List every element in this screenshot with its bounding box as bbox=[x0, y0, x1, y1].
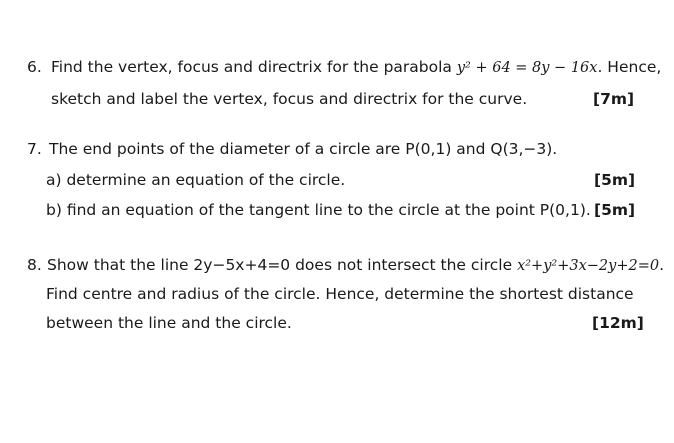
question-7-number: 7. bbox=[27, 140, 42, 158]
question-6-suffix: . Hence, bbox=[597, 58, 662, 76]
question-7-part-b-marks: [5m] bbox=[594, 201, 636, 219]
question-8-line-1 bbox=[27, 255, 664, 276]
question-6-number: 6. bbox=[27, 58, 42, 76]
question-7-line-1 bbox=[27, 139, 557, 159]
question-8-marks: [12m] bbox=[592, 314, 644, 332]
question-7-text: The end points of the diameter of a circle are P(0,1) and Q(3,−3). bbox=[49, 140, 558, 158]
question-7-part-a: a) determine an equation of the circle. bbox=[46, 171, 346, 189]
question-6-marks: [7m] bbox=[593, 90, 635, 108]
question-6-line-2 bbox=[51, 89, 527, 109]
question-8-equation: x²+y²+3x−2y+2=0 bbox=[517, 258, 660, 274]
question-8-line-2: Find centre and radius of the circle. Hence, determine the shortest distance bbox=[46, 285, 634, 303]
question-8-suffix: . bbox=[659, 256, 665, 274]
question-7-part-a-marks: [5m] bbox=[594, 171, 636, 189]
question-8-number: 8. bbox=[27, 256, 42, 274]
question-8-text: Show that the line 2y−5x+4=0 does not intersect the circle bbox=[47, 256, 513, 274]
question-6-equation: y² + 64 = 8y − 16x bbox=[456, 60, 598, 76]
question-7-part-b: b) find an equation of the tangent line to the circle at the point P(0,1). bbox=[46, 201, 591, 219]
question-8-line-3: between the line and the circle. bbox=[46, 314, 292, 332]
question-6-text: Find the vertex, focus and directrix for the parabola bbox=[51, 58, 452, 76]
question-6-text-2: sketch and label the vertex, focus and directrix for the curve. bbox=[51, 90, 528, 108]
question-6-line-1 bbox=[27, 57, 661, 78]
